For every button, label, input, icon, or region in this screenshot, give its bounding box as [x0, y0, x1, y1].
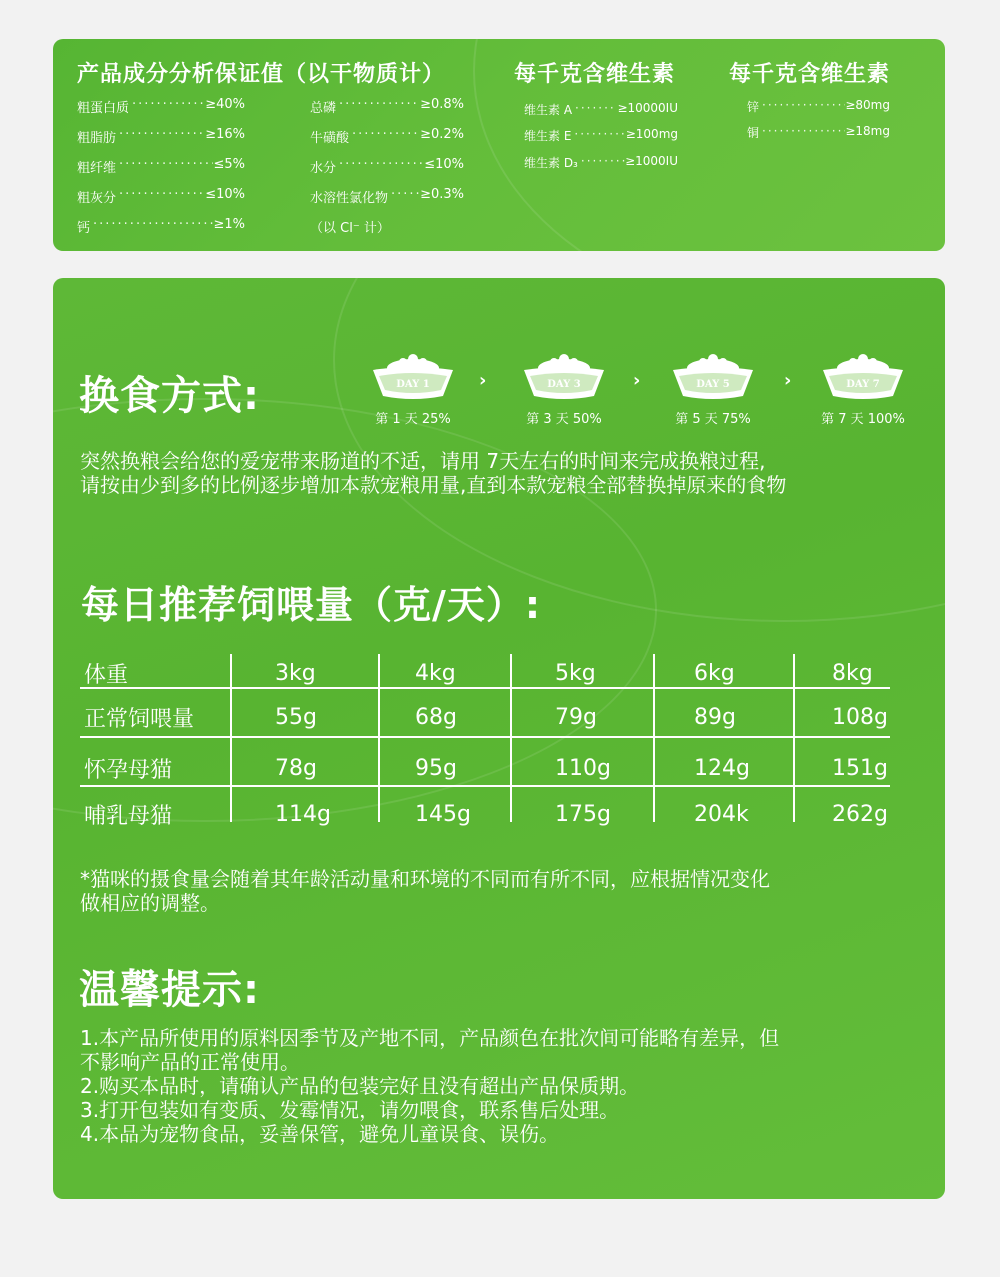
table-cell: 78g: [275, 755, 317, 781]
day-step: [514, 350, 614, 427]
feeding-note-line2: 做相应的调整。: [80, 891, 220, 915]
feeding-title: 每日推荐饲喂量（克/天）:: [81, 583, 542, 627]
vitamin-name: 维生素 D₃: [524, 156, 578, 170]
vitamin-row: [524, 127, 678, 144]
nutrient-value: ≤10%: [424, 157, 464, 172]
chevron-right-icon: ›: [633, 370, 641, 391]
table-cell: 79g: [555, 704, 597, 730]
table-row-label: 哺乳母猫: [84, 803, 173, 829]
day-badge: DAY 1: [396, 379, 430, 390]
transition-text-line1: 突然换粮会给您的爱宠带来肠道的不适，请用 7天左右的时间来完成换粮过程,: [80, 449, 766, 473]
table-cell: 204k: [694, 801, 749, 827]
table-divider: [378, 654, 380, 822]
mineral-value: ≥18mg: [845, 124, 890, 138]
table-cell: 89g: [694, 704, 736, 730]
table-cell: 151g: [832, 755, 888, 781]
feeding-guide-panel: [53, 278, 945, 1199]
nutrient-name: 水分: [310, 161, 337, 176]
table-row-label: 怀孕母猫: [84, 757, 173, 783]
table-divider: [80, 687, 890, 689]
nutrient-row: [77, 157, 245, 176]
vitamin-title: 每千克含维生素: [514, 62, 676, 87]
chevron-right-icon: ›: [784, 370, 792, 391]
nutrition-title: 产品成分分析保证值（以干物质计）: [77, 62, 446, 87]
day-badge: DAY 7: [846, 379, 880, 390]
food-bowl-icon: [520, 350, 608, 402]
tip-line: 1.本产品所使用的原料因季节及产地不同，产品颜色在批次间可能略有差异，但: [80, 1026, 780, 1050]
table-cell: 108g: [832, 704, 888, 730]
table-cell: 55g: [275, 704, 317, 730]
table-cell: 68g: [415, 704, 457, 730]
nutrient-value: ≥1%: [213, 217, 245, 232]
nutrient-row: [77, 127, 245, 146]
nutrient-value: ≥16%: [205, 127, 245, 142]
table-header-cell: 6kg: [694, 660, 735, 686]
vitamin-name: 维生素 E: [524, 129, 572, 143]
food-bowl-icon: [369, 350, 457, 402]
day-caption: 第 1 天 25%: [375, 412, 451, 427]
nutrient-row: [77, 217, 245, 236]
table-header-cell: 8kg: [832, 660, 873, 686]
nutrient-row: [310, 187, 464, 206]
nutrient-value: ≤5%: [213, 157, 245, 172]
table-cell: 175g: [555, 801, 611, 827]
nutrient-name: 粗蛋白质: [77, 101, 130, 116]
nutrient-row: [310, 157, 464, 176]
feeding-note-line1: *猫咪的摄食量会随着其年龄活动量和环境的不同而有所不同，应根据情况变化: [80, 867, 770, 891]
table-cell: 114g: [275, 801, 331, 827]
nutrient-row: [310, 127, 464, 146]
food-bowl-icon: [669, 350, 757, 402]
nutrient-value: ≥0.3%: [420, 187, 464, 202]
tips-title: 温馨提示:: [79, 967, 260, 1013]
nutrient-name: 粗纤维: [77, 161, 117, 176]
vitamin-value: ≥100mg: [625, 127, 678, 141]
nutrition-panel: [53, 39, 945, 251]
vitamin-row: [524, 101, 678, 118]
tip-line: 不影响产品的正常使用。: [80, 1050, 300, 1074]
table-divider: [653, 654, 655, 822]
vitamin-value: ≥10000IU: [617, 101, 678, 115]
table-header-row: [80, 650, 890, 696]
nutrient-name: 粗灰分: [77, 191, 117, 206]
nutrient-row: [77, 187, 245, 206]
nutrient-row: [310, 97, 464, 116]
nutrient-name: 牛磺酸: [310, 131, 350, 146]
tip-line: 2.购买本品时，请确认产品的包装完好且没有超出产品保质期。: [80, 1074, 640, 1098]
mineral-name: 铜: [747, 126, 760, 140]
table-header-cell: 4kg: [415, 660, 456, 686]
table-row: [80, 791, 890, 837]
table-cell: 262g: [832, 801, 888, 827]
nutrient-row: [77, 97, 245, 116]
day-caption: 第 7 天 100%: [821, 412, 905, 427]
day-badge: DAY 3: [547, 379, 581, 390]
mineral-title: 每千克含维生素: [729, 62, 891, 87]
mineral-value: ≥80mg: [845, 98, 890, 112]
vitamin-name: 维生素 A: [524, 103, 573, 117]
day-badge: DAY 5: [696, 379, 730, 390]
table-header-cell: 体重: [84, 662, 129, 688]
nutrient-note: [310, 217, 390, 236]
day-step: [813, 350, 913, 427]
nutrient-value: ≤10%: [205, 187, 245, 202]
food-bowl-icon: [819, 350, 907, 402]
nutrient-value: ≥0.2%: [420, 127, 464, 142]
table-cell: 145g: [415, 801, 471, 827]
nutrient-value: ≥0.8%: [420, 97, 464, 112]
nutrient-value: ≥40%: [205, 97, 245, 112]
table-divider: [230, 654, 232, 822]
mineral-name: 锌: [747, 100, 760, 114]
table-cell: 110g: [555, 755, 611, 781]
day-step: [363, 350, 463, 427]
transition-text-line2: 请按由少到多的比例逐步增加本款宠粮用量,直到本款宠粮全部替换掉原来的食物: [80, 473, 787, 497]
tip-line: 3.打开包装如有变质、发霉情况，请勿喂食，联系售后处理。: [80, 1098, 620, 1122]
table-cell: 95g: [415, 755, 457, 781]
nutrient-name: 总磷: [310, 101, 337, 116]
mineral-row: [747, 98, 890, 115]
table-header-cell: 3kg: [275, 660, 316, 686]
table-row: [80, 694, 890, 740]
vitamin-row: [524, 154, 678, 171]
day-caption: 第 3 天 50%: [526, 412, 602, 427]
day-step: [663, 350, 763, 427]
table-header-cell: 5kg: [555, 660, 596, 686]
table-divider: [793, 654, 795, 822]
nutrient-name: 粗脂肪: [77, 131, 117, 146]
table-cell: 124g: [694, 755, 750, 781]
vitamin-value: ≥1000IU: [625, 154, 678, 168]
mineral-row: [747, 124, 890, 141]
nutrient-name: 水溶性氯化物: [310, 191, 389, 206]
day-caption: 第 5 天 75%: [675, 412, 751, 427]
transition-title: 换食方式:: [79, 373, 260, 419]
table-divider: [80, 736, 890, 738]
chloride-note: （以 Cl⁻ 计）: [310, 221, 390, 236]
chevron-right-icon: ›: [479, 370, 487, 391]
table-divider: [80, 785, 890, 787]
tip-line: 4.本品为宠物食品，妥善保管，避免儿童误食、误伤。: [80, 1122, 560, 1146]
table-divider: [510, 654, 512, 822]
table-row-label: 正常饲喂量: [84, 706, 195, 732]
nutrient-name: 钙: [77, 221, 91, 236]
